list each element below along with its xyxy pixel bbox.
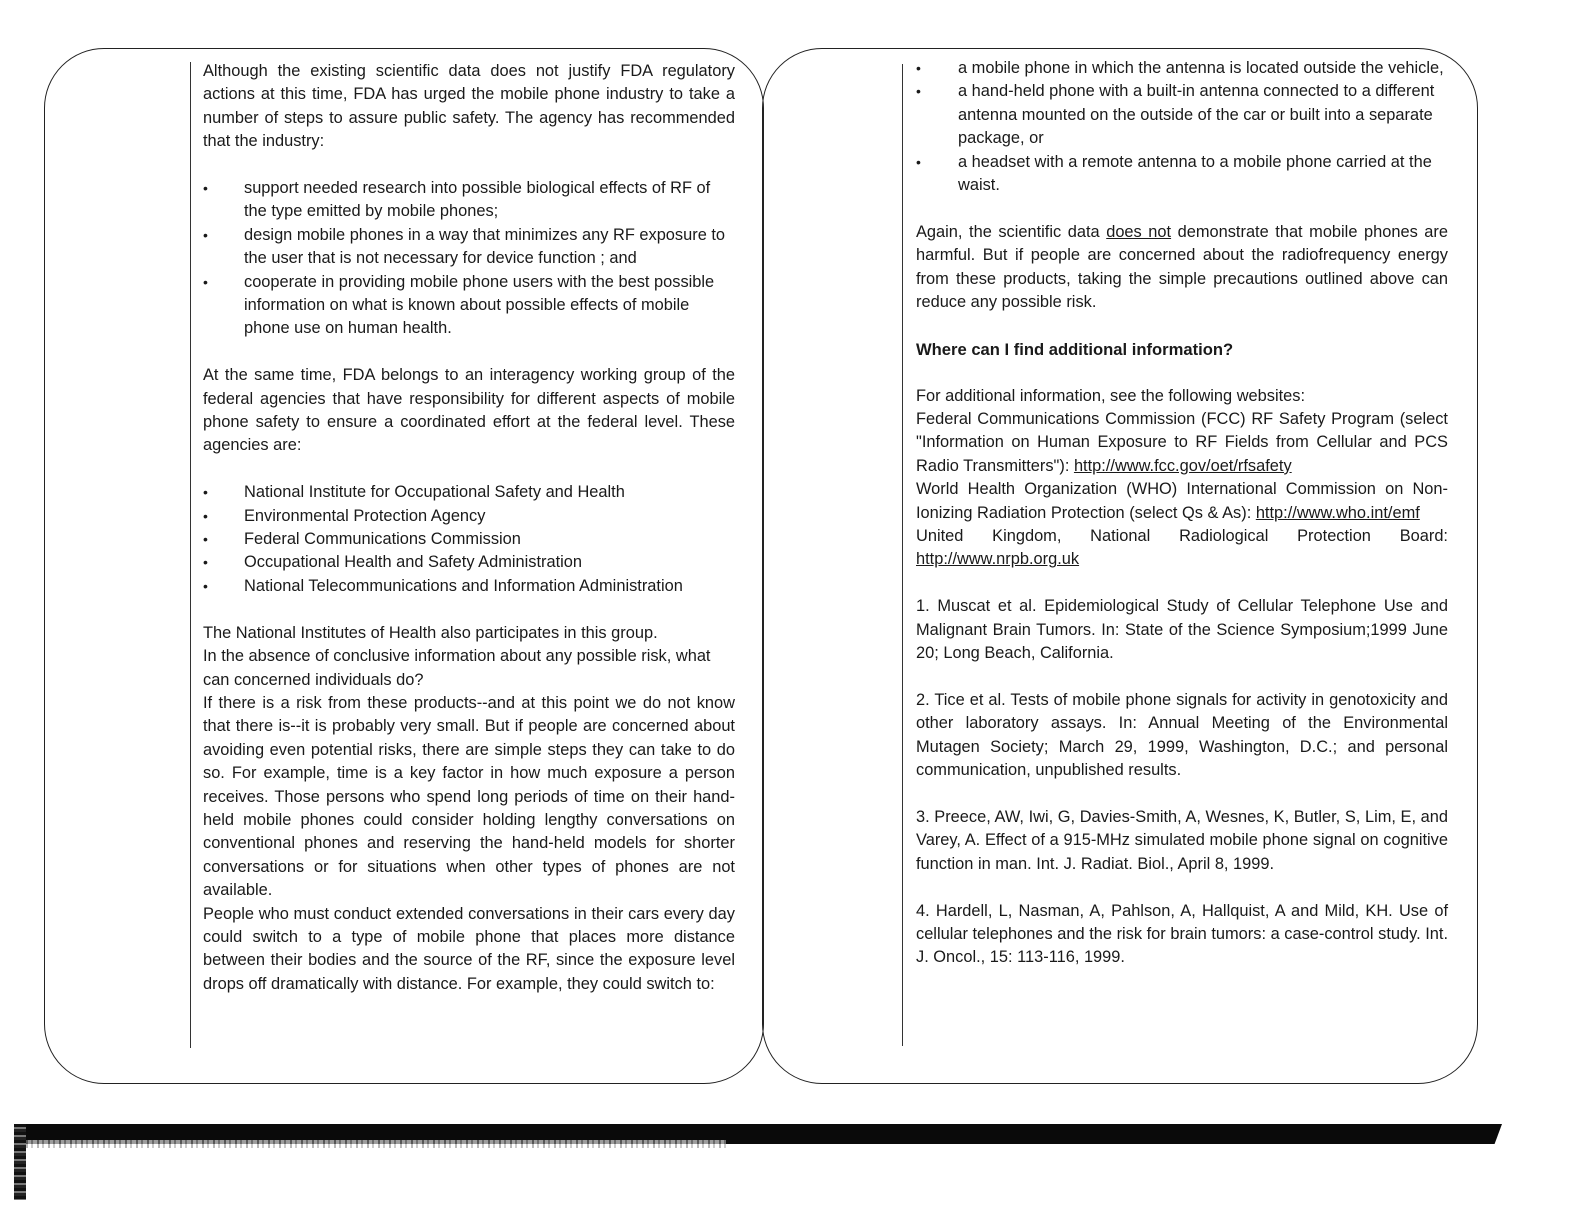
list-item: • a headset with a remote antenna to a mobile phone carried at the waist. (916, 152, 1432, 195)
right-margin-rule (902, 64, 903, 1046)
list-item: • a mobile phone in which the antenna is located outside the vehicle, (916, 57, 1448, 80)
agencies-intro-paragraph: At the same time, FDA belongs to an interagency working group of the federal agencies that have responsibility for different aspects of mobile phone safety to ensure a coordinated effort at the federal level. These agencies are: (203, 366, 735, 455)
nrpb-link[interactable]: http://www.nrpb.org.uk (916, 550, 1080, 569)
intro-paragraph: Although the existing scientific data does not justify FDA regulatory actions at this time, FDA has urged the mobile phone industry to take a number of steps to assure public safety. The agency has recommended that the industry: (203, 62, 735, 151)
who-link[interactable]: http://www.who.int/emf (1255, 503, 1420, 522)
left-margin-rule (190, 62, 191, 1048)
list-item: • Occupational Health and Safety Administration (203, 551, 735, 574)
bullet-icon: • (203, 507, 208, 524)
bullet-icon: • (916, 153, 921, 170)
reference-4: 4. Hardell, L, Nasman, A, Pahlson, A, Hallquist, A and Mild, KH. Use of cellular telephones and the risk for brain tumors: a case-control study. Int. J. Oncol., 15: 113-116, 1999. (916, 901, 1448, 967)
reference-1: 1. Muscat et al. Epidemiological Study of Cellular Telephone Use and Malignant Brain Tumors. In: State of the Science Symposium;1999 June 20; Long Beach, California. (916, 597, 1448, 663)
bullet-icon: • (916, 83, 921, 100)
reference-2: 2. Tice et al. Tests of mobile phone signals for activity in genotoxicity and other laboratory assays. In: Annual Meeting of the Environmental Mutagen Society; March 29, 1999, Washington, D.C.; and personal communication, unpublished results. (916, 690, 1448, 780)
fcc-entry: Federal Communications Commission (FCC) RF Safety Program (select "Information on Human Exposure to RF Fields from Cellular and PCS Radio Transmitters"): http://www.fcc.gov/oet/rfsafety (916, 410, 1448, 475)
section-heading: Where can I find additional information? (916, 339, 1234, 359)
bullet-icon: • (203, 226, 208, 243)
bullet-icon: • (203, 273, 208, 290)
scan-noise-artifact (26, 1140, 726, 1148)
list-item: • National Telecommunications and Information Administration (203, 575, 735, 598)
websites-intro: For additional information, see the following websites: (916, 386, 1306, 405)
bullet-icon: • (203, 484, 208, 501)
cars-paragraph: People who must conduct extended conversations in their cars every day could switch to a type of mobile phone that places more distance between their bodies and the source of the RF, since the exposure level drops off dramatically with distance. For example, they could switch to: (203, 904, 735, 993)
industry-steps-list (203, 177, 735, 341)
right-column (916, 57, 1448, 970)
list-item: • design mobile phones in a way that minimizes any RF exposure to the user that is not necessary for device function ; and (203, 225, 726, 268)
reference-3: 3. Preece, AW, Iwi, G, Davies-Smith, A, Wesnes, K, Butler, S, Lim, E, and Varey, A. Effect of a 915-MHz simulated mobile phone signal on cognitive function in man. Int. J. Radiat. Biol., April 8, 1999. (916, 807, 1448, 873)
scan-edge-artifact (14, 1124, 26, 1200)
bullet-icon: • (203, 577, 208, 594)
left-column (203, 60, 735, 996)
again-paragraph: Again, the scientific data does not demonstrate that mobile phones are harmful. But if people are concerned about the radiofrequency energy from these products, taking the simple precautions outlined above can reduce any possible risk. (916, 222, 1448, 312)
list-item: • support needed research into possible biological effects of RF of the type emitted by mobile phones; (203, 179, 711, 221)
list-item: • a hand-held phone with a built-in antenna connected to a different antenna mounted on the outside of the car or built into a separate package, or (916, 82, 1435, 148)
phone-options-list (916, 57, 1448, 197)
agencies-list (203, 481, 735, 598)
list-item: • Federal Communications Commission (203, 528, 735, 551)
risk-paragraph: If there is a risk from these products--and at this point we do not know that there is--it is probably very small. But if people are concerned about avoiding even potential risks, there are simple steps they can take to do so. For example, time is a key factor in how much exposure a person receives. Those persons who spend long periods of time on their hand-held mobile phones could consider holding lengthy conversations on conventional phones and reserving the hand-held models for shorter conversations or for situations when other types of phones are not available. (203, 693, 735, 900)
list-item: • Environmental Protection Agency (203, 505, 735, 528)
bullet-icon: • (916, 60, 921, 76)
bullet-icon: • (203, 180, 208, 197)
list-item: • National Institute for Occupational Safety and Health (203, 481, 735, 504)
fcc-link[interactable]: http://www.fcc.gov/oet/rfsafety (1073, 456, 1292, 475)
does-not-emphasis: does not (1106, 222, 1172, 241)
question-paragraph: In the absence of conclusive information about any possible risk, what can concerned individuals do? (203, 647, 711, 689)
who-entry: World Health Organization (WHO) International Commission on Non-Ionizing Radiation Protection (select Qs & As): http://www.who.int/emf (916, 480, 1448, 522)
uk-entry: United Kingdom, National Radiological Protection Board: http://www.nrpb.org.uk (916, 527, 1448, 569)
nih-note: The National Institutes of Health also participates in this group. (203, 623, 658, 642)
list-item: • cooperate in providing mobile phone users with the best possible information on what is known about possible effects of mobile phone use on human health. (203, 272, 715, 338)
bullet-icon: • (203, 554, 208, 571)
bullet-icon: • (203, 531, 208, 548)
